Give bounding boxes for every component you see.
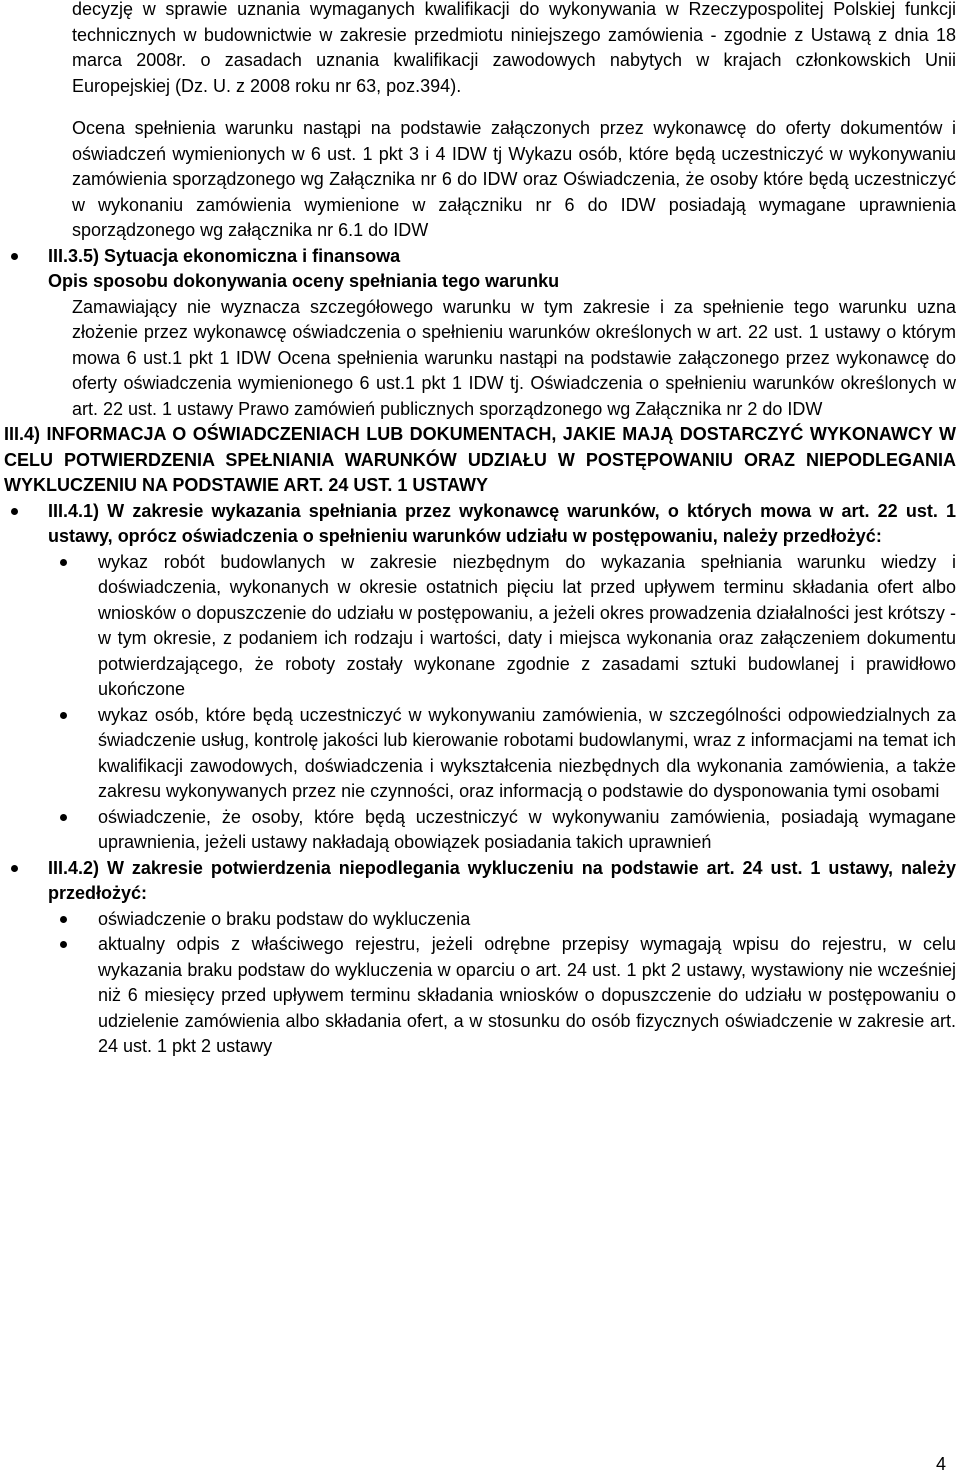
section-3-4-1-heading: III.4.1) W zakresie wykazania spełniania przez wykonawcę warunków, o których mowa w art. 22 ust. 1 ustawy, oprócz oświadczenia o spełnieniu warunków udziału w postępowaniu, należy przedłożyć: [48,500,956,546]
assessment-paragraph: Ocena spełnienia warunku nastąpi na podstawie załączonych przez wykonawcę do oferty dokumentów i oświadczeń wymienionych w 6 ust. 1 pkt 3 i 4 IDW tj Wykazu osób, które będą uczestniczyć w wykonywaniu zamówienia sporządzonego wg Załącznika nr 6 do IDW oraz Oświadczenia, że osoby które będą uczestniczyć w wykonaniu zamówienia wymienione w załączniku nr 6 do IDW posiadają wymagane uprawnienia sporządzonego wg załącznika nr 6.1 do IDW [72,118,956,240]
list-item: oświadczenie o braku podstaw do wykluczenia [0,907,960,933]
section-3-3-5-heading: III.3.5) Sytuacja ekonomiczna i finansowa [48,245,401,266]
intro-paragraph: decyzję w sprawie uznania wymaganych kwalifikacji do wykonywania w Rzeczypospolitej Polskiej funkcji technicznych w budownictwie w zakresie przedmiotu niniejszego zamówienia - zgodnie z Ustawą z dnia 18 marca 2008r. o zasadach uznania kwalifikacji zawodowych nabytych w krajach członkowskich Unii Europejskiej (Dz. U. z 2008 roku nr 63, poz.394). [72,0,956,96]
list-item: wykaz osób, które będą uczestniczyć w wykonywaniu zamówienia, w szczególności odpowiedzialnych za świadczenie usług, kontrolę jakości lub kierowanie robotami budowlanymi, wraz z informacjami na temat ich kwalifikacji zawodowych, doświadczenia i wykształcenia niezbędnych dla wykonania zamówienia, a także zakresu wykonywanych przez nie czynności, oraz informacją o podstawie do dysponowania tymi osobami [0,703,960,805]
section-3-4-1-list [0,550,960,856]
section-3-4-1 [0,499,960,856]
list-item: oświadczenie, że osoby, które będą uczestniczyć w wykonywaniu zamówienia, posiadają wymagane uprawnienia, jeżeli ustawy nakładają obowiązek posiadania takich uprawnień [0,805,960,856]
section-3-4-2 [0,856,960,1060]
section-3-3-5 [0,244,960,423]
section-3-4-2-list [0,907,960,1060]
list-item: aktualny odpis z właściwego rejestru, jeżeli odrębne przepisy wymagają wpisu do rejestru, w celu wykazania braku podstaw do wykluczenia w oparciu o art. 24 ust. 1 pkt 2 ustawy, wystawiony nie wcześniej niż 6 miesięcy przed upływem terminu składania wniosków o dopuszczenie do udziału w postępowaniu o udzielenie zamówienia albo składania ofert, a w stosunku do osób fizycznych oświadczenie w zakresie art. 24 ust. 1 pkt 2 ustawy [0,932,960,1060]
section-3-4-heading: III.4) INFORMACJA O OŚWIADCZENIACH LUB DOKUMENTACH, JAKIE MAJĄ DOSTARCZYĆ WYKONAWCY W CELU POTWIERDZENIA SPEŁNIANIA WARUNKÓW UDZIAŁU W POSTĘPOWANIU ORAZ NIEPODLEGANIA WYKLUCZENIU NA PODSTAWIE ART. 24 UST. 1 USTAWY [4,424,956,495]
section-3-3-5-subheading: Opis sposobu dokonywania oceny spełniania tego warunku [48,271,560,291]
page-number: 4 [935,1454,946,1474]
section-3-4-2-heading: III.4.2) W zakresie potwierdzenia niepodlegania wykluczeniu na podstawie art. 24 ust. 1 ustawy, należy przedłożyć: [48,857,956,903]
list-item: wykaz robót budowlanych w zakresie niezbędnym do wykazania spełniania warunku wiedzy i doświadczenia, wykonanych w okresie ostatnich pięciu lat przed upływem terminu składania ofert albo wniosków o dopuszczenie do udziału w postępowaniu, a jeżeli okres prowadzenia działalności jest krótszy - w tym okresie, z podaniem ich rodzaju i wartości, daty i miejsca wykonania oraz załączeniem dokumentu potwierdzającego, że roboty zostały wykonane zgodnie z zasadami sztuki budowlanej i prawidłowo ukończone [0,550,960,703]
section-3-3-5-text: Zamawiający nie wyznacza szczegółowego warunku w tym zakresie i za spełnienie tego warunku uzna złożenie przez wykonawcę oświadczenia o spełnieniu warunków określonych w art. 22 ust. 1 ustawy o którym mowa 6 ust.1 pkt 1 IDW Ocena spełnienia warunku nastąpi na podstawie załączonego przez wykonawcę do oferty oświadczenia wymienionego 6 ust.1 pkt 1 IDW tj. Oświadczenia o spełnieniu warunków określonych w art. 22 ust. 1 ustawy Prawo zamówień publicznych sporządzonego wg Załącznika nr 2 do IDW [72,296,956,419]
